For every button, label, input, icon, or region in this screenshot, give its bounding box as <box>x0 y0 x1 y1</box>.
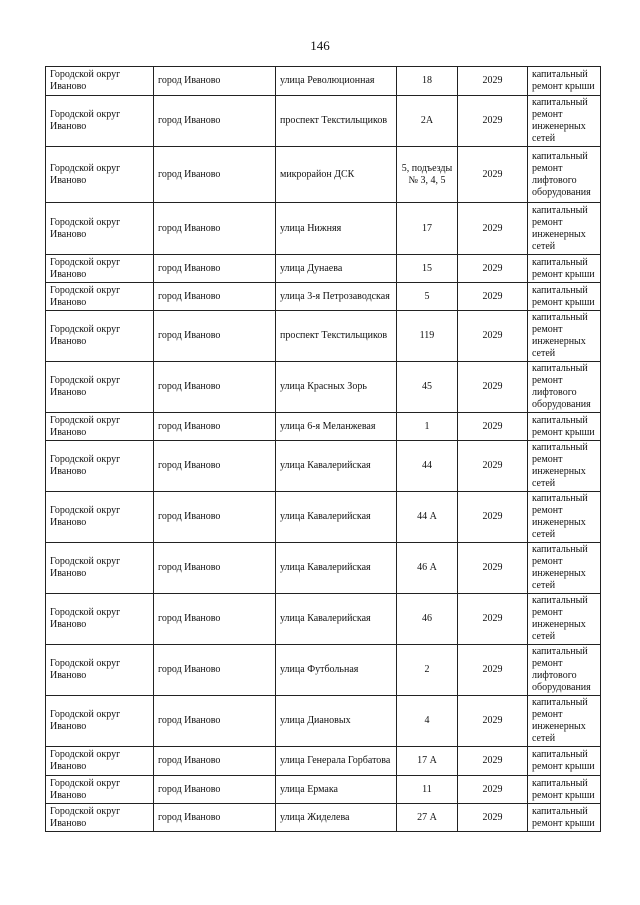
work-type-cell: капитальный ремонт инженерных сетей <box>528 492 601 543</box>
year-cell: 2029 <box>458 203 528 255</box>
settlement-cell: город Иваново <box>154 67 276 96</box>
house-number-cell: 5 <box>397 283 458 311</box>
municipality-cell: Городской округ Иваново <box>46 747 154 776</box>
table-row <box>46 492 601 543</box>
house-number-cell: 1 <box>397 413 458 441</box>
street-cell: улица Жиделева <box>276 804 397 832</box>
table-row <box>46 413 601 441</box>
year-cell: 2029 <box>458 311 528 362</box>
year-cell: 2029 <box>458 776 528 804</box>
table-row <box>46 543 601 594</box>
year-cell: 2029 <box>458 147 528 203</box>
settlement-cell: город Иваново <box>154 441 276 492</box>
settlement-cell: город Иваново <box>154 594 276 645</box>
street-cell: улица Диановых <box>276 696 397 747</box>
table-row <box>46 441 601 492</box>
settlement-cell: город Иваново <box>154 203 276 255</box>
house-number-cell: 27 А <box>397 804 458 832</box>
settlement-cell: город Иваново <box>154 311 276 362</box>
street-cell: проспект Текстильщиков <box>276 96 397 147</box>
settlement-cell: город Иваново <box>154 696 276 747</box>
year-cell: 2029 <box>458 696 528 747</box>
street-cell: улица Дунаева <box>276 255 397 283</box>
municipality-cell: Городской округ Иваново <box>46 804 154 832</box>
work-type-cell: капитальный ремонт крыши <box>528 255 601 283</box>
municipality-cell: Городской округ Иваново <box>46 362 154 413</box>
municipality-cell: Городской округ Иваново <box>46 67 154 96</box>
settlement-cell: город Иваново <box>154 747 276 776</box>
table-body <box>46 67 601 832</box>
house-number-cell: 15 <box>397 255 458 283</box>
table-row <box>46 96 601 147</box>
street-cell: проспект Текстильщиков <box>276 311 397 362</box>
page-number: 146 <box>310 38 330 53</box>
house-number-cell: 45 <box>397 362 458 413</box>
street-cell: улица 6-я Меланжевая <box>276 413 397 441</box>
year-cell: 2029 <box>458 543 528 594</box>
municipality-cell: Городской округ Иваново <box>46 594 154 645</box>
municipality-cell: Городской округ Иваново <box>46 645 154 696</box>
year-cell: 2029 <box>458 804 528 832</box>
settlement-cell: город Иваново <box>154 147 276 203</box>
year-cell: 2029 <box>458 492 528 543</box>
street-cell: улица Кавалерийская <box>276 594 397 645</box>
work-type-cell: капитальный ремонт крыши <box>528 804 601 832</box>
work-type-cell: капитальный ремонт инженерных сетей <box>528 441 601 492</box>
house-number-cell: 18 <box>397 67 458 96</box>
table-row <box>46 283 601 311</box>
municipality-cell: Городской округ Иваново <box>46 543 154 594</box>
table-row <box>46 696 601 747</box>
table-row <box>46 255 601 283</box>
table-row <box>46 747 601 776</box>
municipality-cell: Городской округ Иваново <box>46 283 154 311</box>
settlement-cell: город Иваново <box>154 804 276 832</box>
work-type-cell: капитальный ремонт крыши <box>528 67 601 96</box>
municipality-cell: Городской округ Иваново <box>46 441 154 492</box>
work-type-cell: капитальный ремонт крыши <box>528 776 601 804</box>
municipality-cell: Городской округ Иваново <box>46 255 154 283</box>
house-number-cell: 44 А <box>397 492 458 543</box>
house-number-cell: 2А <box>397 96 458 147</box>
repair-schedule-table <box>45 66 601 832</box>
street-cell: улица Кавалерийская <box>276 543 397 594</box>
table-row <box>46 311 601 362</box>
municipality-cell: Городской округ Иваново <box>46 311 154 362</box>
street-cell: улица Красных Зорь <box>276 362 397 413</box>
year-cell: 2029 <box>458 362 528 413</box>
work-type-cell: капитальный ремонт лифтового оборудования <box>528 362 601 413</box>
year-cell: 2029 <box>458 594 528 645</box>
municipality-cell: Городской округ Иваново <box>46 776 154 804</box>
table-row <box>46 804 601 832</box>
municipality-cell: Городской округ Иваново <box>46 147 154 203</box>
year-cell: 2029 <box>458 283 528 311</box>
year-cell: 2029 <box>458 441 528 492</box>
house-number-cell: 4 <box>397 696 458 747</box>
street-cell: микрорайон ДСК <box>276 147 397 203</box>
house-number-cell: 17 <box>397 203 458 255</box>
work-type-cell: капитальный ремонт инженерных сетей <box>528 96 601 147</box>
year-cell: 2029 <box>458 255 528 283</box>
street-cell: улица Революционная <box>276 67 397 96</box>
work-type-cell: капитальный ремонт крыши <box>528 747 601 776</box>
street-cell: улица Футбольная <box>276 645 397 696</box>
work-type-cell: капитальный ремонт инженерных сетей <box>528 543 601 594</box>
work-type-cell: капитальный ремонт лифтового оборудования <box>528 645 601 696</box>
settlement-cell: город Иваново <box>154 645 276 696</box>
municipality-cell: Городской округ Иваново <box>46 203 154 255</box>
house-number-cell: 11 <box>397 776 458 804</box>
work-type-cell: капитальный ремонт инженерных сетей <box>528 594 601 645</box>
work-type-cell: капитальный ремонт крыши <box>528 413 601 441</box>
settlement-cell: город Иваново <box>154 776 276 804</box>
house-number-cell: 119 <box>397 311 458 362</box>
work-type-cell: капитальный ремонт инженерных сетей <box>528 203 601 255</box>
street-cell: улица Ермака <box>276 776 397 804</box>
work-type-cell: капитальный ремонт крыши <box>528 283 601 311</box>
street-cell: улица Генерала Горбатова <box>276 747 397 776</box>
table-row <box>46 67 601 96</box>
street-cell: улица 3-я Петрозаводская <box>276 283 397 311</box>
work-type-cell: капитальный ремонт инженерных сетей <box>528 311 601 362</box>
street-cell: улица Нижняя <box>276 203 397 255</box>
table-row <box>46 594 601 645</box>
settlement-cell: город Иваново <box>154 96 276 147</box>
settlement-cell: город Иваново <box>154 413 276 441</box>
settlement-cell: город Иваново <box>154 543 276 594</box>
settlement-cell: город Иваново <box>154 492 276 543</box>
table-row <box>46 776 601 804</box>
year-cell: 2029 <box>458 747 528 776</box>
municipality-cell: Городской округ Иваново <box>46 96 154 147</box>
street-cell: улица Кавалерийская <box>276 441 397 492</box>
year-cell: 2029 <box>458 645 528 696</box>
house-number-cell: 46 <box>397 594 458 645</box>
work-type-cell: капитальный ремонт инженерных сетей <box>528 696 601 747</box>
house-number-cell: 46 А <box>397 543 458 594</box>
settlement-cell: город Иваново <box>154 283 276 311</box>
house-number-cell: 17 А <box>397 747 458 776</box>
municipality-cell: Городской округ Иваново <box>46 413 154 441</box>
year-cell: 2029 <box>458 413 528 441</box>
year-cell: 2029 <box>458 96 528 147</box>
table-row <box>46 645 601 696</box>
table-row <box>46 147 601 203</box>
settlement-cell: город Иваново <box>154 362 276 413</box>
table-row <box>46 203 601 255</box>
municipality-cell: Городской округ Иваново <box>46 492 154 543</box>
house-number-cell: 44 <box>397 441 458 492</box>
house-number-cell: 5, подъезды № 3, 4, 5 <box>397 147 458 203</box>
street-cell: улица Кавалерийская <box>276 492 397 543</box>
year-cell: 2029 <box>458 67 528 96</box>
work-type-cell: капитальный ремонт лифтового оборудования <box>528 147 601 203</box>
settlement-cell: город Иваново <box>154 255 276 283</box>
table-row <box>46 362 601 413</box>
municipality-cell: Городской округ Иваново <box>46 696 154 747</box>
house-number-cell: 2 <box>397 645 458 696</box>
